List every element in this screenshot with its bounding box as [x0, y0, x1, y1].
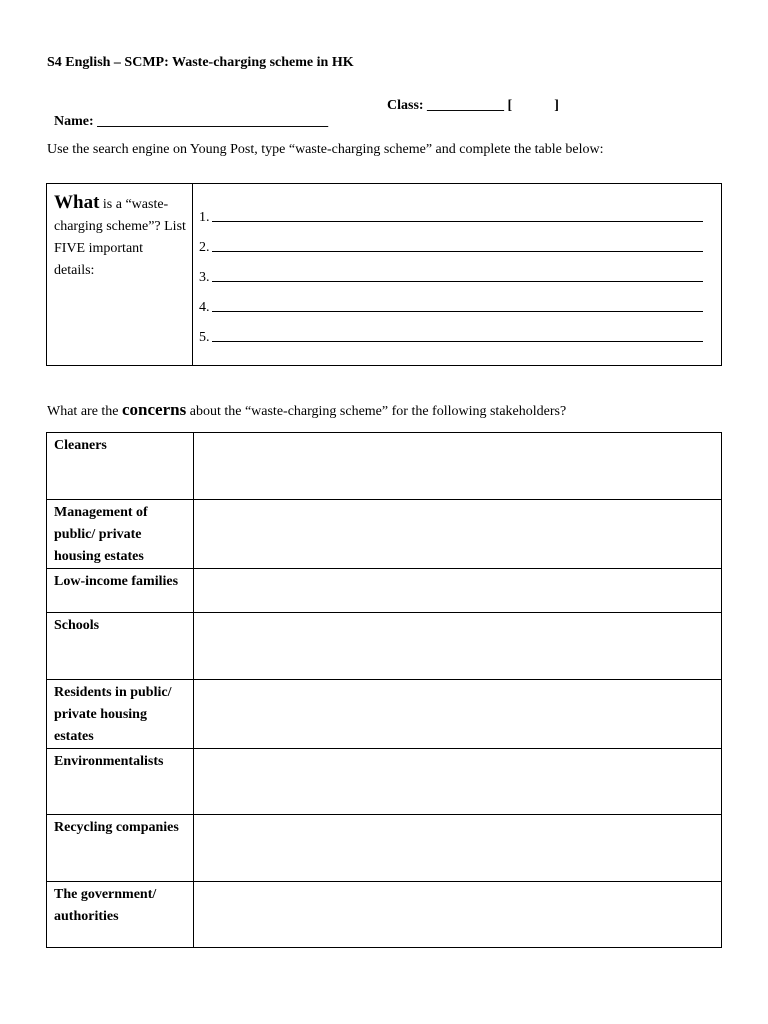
table-row — [47, 433, 722, 500]
answer-number: 1. — [199, 210, 210, 225]
stakeholder-label: Management of public/ private housing estates — [47, 500, 194, 569]
table-row — [47, 613, 722, 680]
stakeholder-label: Low-income families — [47, 569, 194, 613]
table-row — [47, 680, 722, 749]
concern-answer-cell[interactable] — [194, 882, 722, 948]
concern-answer-cell[interactable] — [194, 680, 722, 749]
answer-line-4[interactable] — [199, 286, 703, 316]
stakeholder-label: The government/ authorities — [47, 882, 194, 948]
answer-number: 4. — [199, 300, 210, 315]
stakeholder-table — [46, 432, 722, 948]
stakeholder-label: Environmentalists — [47, 749, 194, 815]
name-class-line — [47, 98, 727, 146]
class-field[interactable]: Class: ___________ [ ] — [387, 98, 559, 113]
name-field[interactable]: Name: _________________________________ — [54, 114, 329, 129]
concern-answer-cell[interactable] — [194, 433, 722, 500]
concern-answer-cell[interactable] — [194, 500, 722, 569]
table-row — [47, 882, 722, 948]
concern-answer-cell[interactable] — [194, 613, 722, 680]
answer-number: 3. — [199, 270, 210, 285]
what-answer-cell — [193, 184, 722, 366]
instruction-text: Use the search engine on Young Post, type “waste-charging scheme” and complete the table below: — [47, 142, 604, 157]
table-row — [47, 569, 722, 613]
answer-number: 2. — [199, 240, 210, 255]
concerns-prefix: What are the — [47, 404, 123, 419]
concern-answer-cell[interactable] — [194, 749, 722, 815]
answer-number: 5. — [199, 330, 210, 345]
concern-answer-cell[interactable] — [194, 815, 722, 882]
concerns-suffix: about the “waste-charging scheme” for the following stakeholders? — [186, 404, 567, 419]
answer-line-2[interactable] — [199, 226, 703, 256]
table-row — [47, 815, 722, 882]
answer-line-5[interactable] — [199, 316, 703, 346]
what-table — [46, 183, 722, 366]
stakeholder-label: Recycling companies — [47, 815, 194, 882]
what-question-text: is a “waste-charging scheme”? List FIVE important details: — [54, 197, 186, 278]
what-question-cell — [47, 184, 193, 366]
answer-line-1[interactable] — [199, 208, 703, 226]
what-question-big: What — [54, 192, 100, 213]
worksheet-title: S4 English – SCMP: Waste-charging scheme in HK — [47, 55, 354, 70]
stakeholder-label: Schools — [47, 613, 194, 680]
concerns-question — [47, 400, 566, 420]
concerns-big-word: concerns — [122, 400, 187, 419]
answer-line-3[interactable] — [199, 256, 703, 286]
stakeholder-label: Cleaners — [47, 433, 194, 500]
concern-answer-cell[interactable] — [194, 569, 722, 613]
table-row — [47, 749, 722, 815]
table-row — [47, 500, 722, 569]
stakeholder-label: Residents in public/ private housing estates — [47, 680, 194, 749]
